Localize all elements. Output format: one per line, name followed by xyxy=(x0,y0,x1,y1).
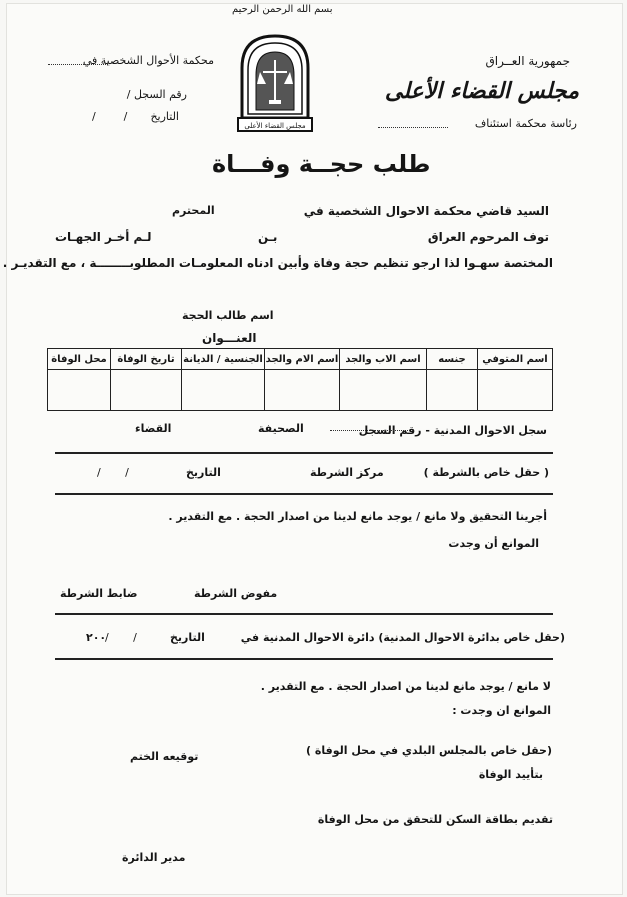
header-date-slashes: / / xyxy=(92,110,128,123)
basmala: بسم الله الرحمن الرحيم xyxy=(232,4,333,15)
applicant-name-label: اسم طالب الحجة xyxy=(182,309,274,322)
document-page xyxy=(6,3,623,895)
civil-date-label: التاريخ xyxy=(170,631,205,644)
housing-card-note: تقديم بطاقة السكن للتحقق من محل الوفاة xyxy=(317,813,553,826)
council-name: مجلس القضاء الأعلى xyxy=(384,78,579,104)
col-father-grandfather: اسم الاب والجد xyxy=(340,349,427,370)
col-death-place: محل الوفاة xyxy=(48,349,111,370)
respected-label: المحترم xyxy=(172,204,215,217)
request-line-2c: لـم أخـر الجهـات xyxy=(55,230,152,244)
appeal-court-dots xyxy=(378,127,448,128)
signature-seal-label: توقيعه الختم xyxy=(130,750,199,763)
table-row xyxy=(48,370,553,411)
table-cell[interactable] xyxy=(111,370,182,411)
registry-dots xyxy=(330,430,410,431)
civil-year: ٢٠٠ xyxy=(86,631,107,644)
police-impediments-label: الموانع أن وجدت xyxy=(448,537,539,550)
police-commissioner-label: مفوض الشرطة xyxy=(194,587,278,600)
request-line-2a: توف المرحوم العراق xyxy=(427,230,549,244)
table-cell[interactable] xyxy=(265,370,340,411)
record-number-label: رقم السجل / xyxy=(126,88,187,101)
registry-district-label: القضاء xyxy=(135,422,172,435)
table-cell[interactable] xyxy=(48,370,111,411)
civil-registry-label: سجل الاحوال المدنية - رقم السجل xyxy=(358,424,547,437)
registry-page-label: الصحيفة xyxy=(258,422,304,435)
police-officer-label: ضابط الشرطة xyxy=(60,587,138,600)
deceased-info-table xyxy=(47,348,553,411)
page-title: طلب حجــة وفـــاة xyxy=(212,150,431,178)
divider xyxy=(55,452,553,454)
civil-field-label: (حقل خاص بدائرة الاحوال المدنية) دائرة الاحوال المدنية في xyxy=(240,631,565,644)
col-death-date: تاريخ الوفاة xyxy=(111,349,182,370)
confirm-death-label: بتأييد الوفاة xyxy=(478,768,543,781)
police-field-label: ( حقل خاص بالشرطة ) xyxy=(423,466,549,479)
svg-text:مجلس القضاء الأعلى: مجلس القضاء الأعلى xyxy=(244,122,306,130)
civil-statement: لا مانع / يوجد مانع لدينا من اصدار الحجة . مع التقدير . xyxy=(260,680,551,693)
police-statement: أجرينا التحقيق ولا مانع / يوجد مانع لدينا من اصدار الحجة . مع التقدير . xyxy=(168,510,547,523)
divider xyxy=(55,493,553,495)
court-label: محكمة الأحوال الشخصية في xyxy=(82,54,214,67)
header-date-label: التاريخ xyxy=(150,110,179,123)
police-date-slashes: / / xyxy=(97,466,129,479)
col-mother-grandfather: اسم الام والجد xyxy=(265,349,340,370)
department-director-label: مدير الدائرة xyxy=(122,851,186,864)
col-nationality-religion: الجنسية / الديانة xyxy=(182,349,265,370)
divider xyxy=(55,658,553,660)
police-date-label: التاريخ xyxy=(186,466,221,479)
municipal-field-label: (حقل خاص بالمجلس البلدي في محل الوفاة ) xyxy=(306,744,552,757)
country-name: جمهورية العــراق xyxy=(485,54,570,68)
request-line-3: المختصة سهـوا لذا ارجو تنظيم حجة وفاة وأبين ادناه المعلومـات المطلوبــــــــة ، مع التقديـر . xyxy=(2,256,553,270)
table-header-row xyxy=(48,349,553,370)
address-label: العنـــوان xyxy=(202,331,257,345)
table-cell[interactable] xyxy=(478,370,553,411)
table-cell[interactable] xyxy=(182,370,265,411)
appeal-court-label: رئاسة محكمة استئناف xyxy=(474,117,577,130)
civil-impediments-label: الموانع ان وجدت : xyxy=(452,704,551,717)
request-line-2b: بـن xyxy=(258,230,278,244)
col-deceased-name: اسم المتوفي xyxy=(478,349,553,370)
judicial-seal-logo xyxy=(236,30,314,134)
police-station-label: مركز الشرطة xyxy=(310,466,384,479)
table-cell[interactable] xyxy=(340,370,427,411)
table-cell[interactable] xyxy=(427,370,478,411)
divider xyxy=(55,613,553,615)
court-dots xyxy=(48,64,108,65)
col-gender: جنسه xyxy=(427,349,478,370)
addressee-line: السيد قاضي محكمة الاحوال الشخصية في xyxy=(303,204,549,218)
civil-date-slashes: / / xyxy=(105,631,137,644)
